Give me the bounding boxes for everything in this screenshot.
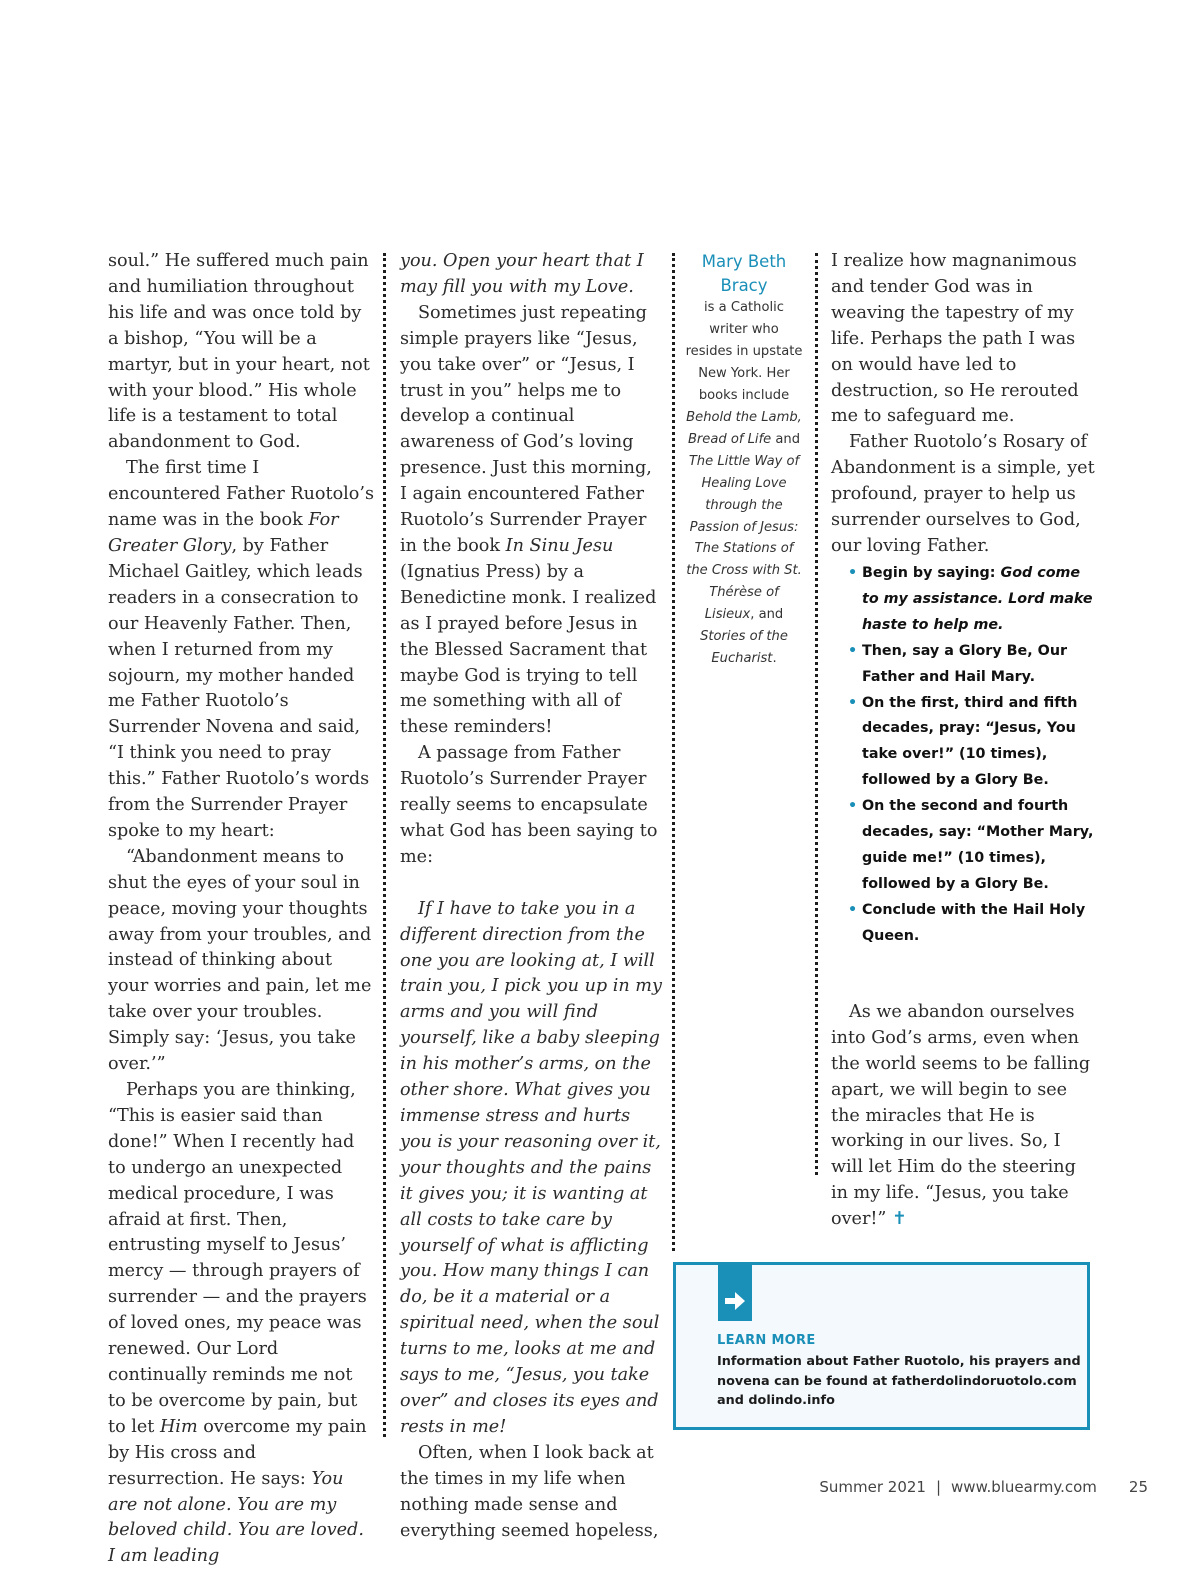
text: overcome my pain by His cross and resurrection. He says: xyxy=(108,1416,367,1489)
paragraph xyxy=(108,456,374,845)
block-quote xyxy=(400,897,662,1441)
learn-more-title: LEARN MORE xyxy=(717,1333,816,1348)
website-link[interactable]: www.bluearmy.com xyxy=(951,1478,1097,1496)
bio-text: and xyxy=(771,431,801,447)
column-divider xyxy=(672,253,675,1251)
list-item xyxy=(848,691,1098,795)
arrow-right-icon xyxy=(718,1265,752,1321)
paragraph: Often, when I look back at the times in my life when nothing made sense and everything seemed hopeless, xyxy=(400,1442,659,1541)
list-item-text: Then, say a Glory Be, Our Father and Hail Mary. xyxy=(862,642,1068,685)
spacer xyxy=(400,871,662,897)
rosary-steps-list xyxy=(848,561,1098,950)
column-divider xyxy=(815,253,818,1175)
arrow-glyph xyxy=(724,1291,746,1311)
list-item xyxy=(848,639,1098,691)
book-title: The Little Way of Healing Love through the Passion of Jesus: The Stations of the Cross with St. Thérèse of Lisieux xyxy=(686,453,802,623)
quote: If I have to take you in a different direction from the one you are looking at, I will train you, I pick you up in my arms and you will find yourself, like a baby sleeping in his mother’s arms, on the other shore. What gives you immense stress and hurts you is your reasoning over it, your thoughts and the pains it gives you; it is wanting at all costs to take care by yourself of what is afflicting you. How many things I can do, be it a material or a spiritual need, when the soul turns to me, looks at me and says to me, “Jesus, you take over” and closes its eyes and rests in me! xyxy=(400,898,662,1437)
bio-text: , and xyxy=(750,607,784,623)
text: , by Father Michael Gaitley, which leads readers in a consecration to our Heavenly Father. Then, when I returned from my sojourn, my mother handed me Father Ruotolo’s Surrender Novena and said, “I think you need to pray this.” Father Ruotolo’s words from the Surrender Prayer spoke to my heart: xyxy=(108,535,370,841)
text: Perhaps you are thinking, “This is easier said than done!” When I recently had to undergo an unexpected medical procedure, I was afraid at first. Then, entrusting myself to Jesus’ mercy — through prayers of surrender — and the prayers of loved ones, my peace was renewed. Our Lord continually reminds me not to be overcome by pain, but to let xyxy=(108,1080,367,1437)
paragraph: I realize how magnanimous and tender God was in weaving the tapestry of my life. Perhaps the path I was on would have led to destruction, so He rerouted me to safeguard me. xyxy=(831,251,1079,427)
bullet-icon: • xyxy=(848,694,858,711)
learn-more-box xyxy=(673,1262,1090,1430)
list-item-text: On the first, third and fifth decades, pray: “Jesus, You take over!” (10 times), followed by a Glory Be. xyxy=(862,694,1078,789)
paragraph: soul.” He suffered much pain and humiliation throughout his life and was once told by a bishop, “You will be a martyr, but in your heart, not with your blood.” His whole life is a testament to total abandonment to God. xyxy=(108,251,370,453)
emphasis: Him xyxy=(159,1416,198,1437)
article-column-1 xyxy=(108,249,374,1570)
list-item-text: Conclude with the Hail Holy Queen. xyxy=(862,901,1086,944)
paragraph: Father Ruotolo’s Rosary of Abandonment is a simple, yet profound, prayer to help us surrender ourselves to God, our loving Father. xyxy=(831,432,1095,556)
book-title: Behold the Lamb, Bread of Life xyxy=(686,409,802,447)
list-item-text: Begin by saying: xyxy=(862,565,1001,581)
text: The first time I encountered Father Ruotolo’s name was in the book xyxy=(108,458,375,531)
bullet-icon: • xyxy=(848,565,858,581)
list-item xyxy=(848,561,1098,639)
paragraph: A passage from Father Ruotolo’s Surrender Prayer really seems to encapsulate what God has been saying to me: xyxy=(400,743,658,867)
end-cross-icon: ✝ xyxy=(892,1209,907,1230)
page-footer xyxy=(819,1478,1148,1496)
article-column-2 xyxy=(400,249,662,1544)
bio-text: is a Catholic writer who resides in upstate New York. Her books include xyxy=(685,300,803,403)
quote: You are not alone. You are my beloved child. You are loved. I am leading xyxy=(108,1468,364,1567)
bio-text: . xyxy=(772,651,777,667)
learn-more-body: Information about Father Ruotolo, his prayers and novena can be found at fatherdolindoruotolo.com and dolindo.info xyxy=(717,1354,1081,1409)
bullet-icon: • xyxy=(848,901,858,918)
author-name: Mary Beth Bracy xyxy=(701,252,787,295)
list-item-emphasis: God come to my assistance. Lord make haste to help me. xyxy=(862,565,1093,633)
text: As we abandon ourselves into God’s arms, even when the world seems to be falling apart, we will begin to see the miracles that He is working in our lives. So, I will let Him do the steering in my life. “Jesus, you take over!” xyxy=(831,1001,1091,1230)
list-item xyxy=(848,898,1098,950)
column-divider xyxy=(383,253,386,1437)
quote-paragraph: “Abandonment means to shut the eyes of your soul in peace, moving your thoughts away from your troubles, and instead of thinking about your worries and pain, let me take over your troubles. Simply say: ‘Jesus, you take over.’” xyxy=(108,846,372,1075)
author-bio xyxy=(684,250,804,670)
page-number: 25 xyxy=(1128,1478,1148,1496)
book-title: In Sinu Jesu xyxy=(505,535,614,556)
text: (Ignatius Press) by a Benedictine monk. I realized as I prayed before Jesus in the Blessed Sacrament that maybe God is trying to tell me something with all of these reminders! xyxy=(400,561,657,738)
text: Sometimes just repeating simple prayers like “Jesus, you take over” or “Jesus, I trust in you” helps me to develop a continual awareness of God’s loving presence. Just this morning, I again encountered Father Ruotolo’s Surrender Prayer in the book xyxy=(400,302,652,556)
book-title: Stories of the Eucharist xyxy=(700,629,788,667)
quote-continuation xyxy=(400,249,662,301)
bullet-icon: • xyxy=(848,798,858,815)
paragraph xyxy=(831,1000,1097,1233)
book-title: For Greater Glory xyxy=(108,510,339,556)
paragraph xyxy=(400,301,662,741)
footer-separator: | xyxy=(935,1478,942,1496)
list-item-text: On the second and fourth decades, say: “Mother Mary, guide me!” (10 times), followed by a Glory Be. xyxy=(862,798,1094,892)
list-item xyxy=(848,794,1098,898)
issue-label: Summer 2021 xyxy=(819,1478,926,1496)
quote: you. Open your heart that I may fill you with my Love. xyxy=(400,251,644,297)
paragraph xyxy=(108,1078,374,1570)
bullet-icon: • xyxy=(848,642,858,659)
